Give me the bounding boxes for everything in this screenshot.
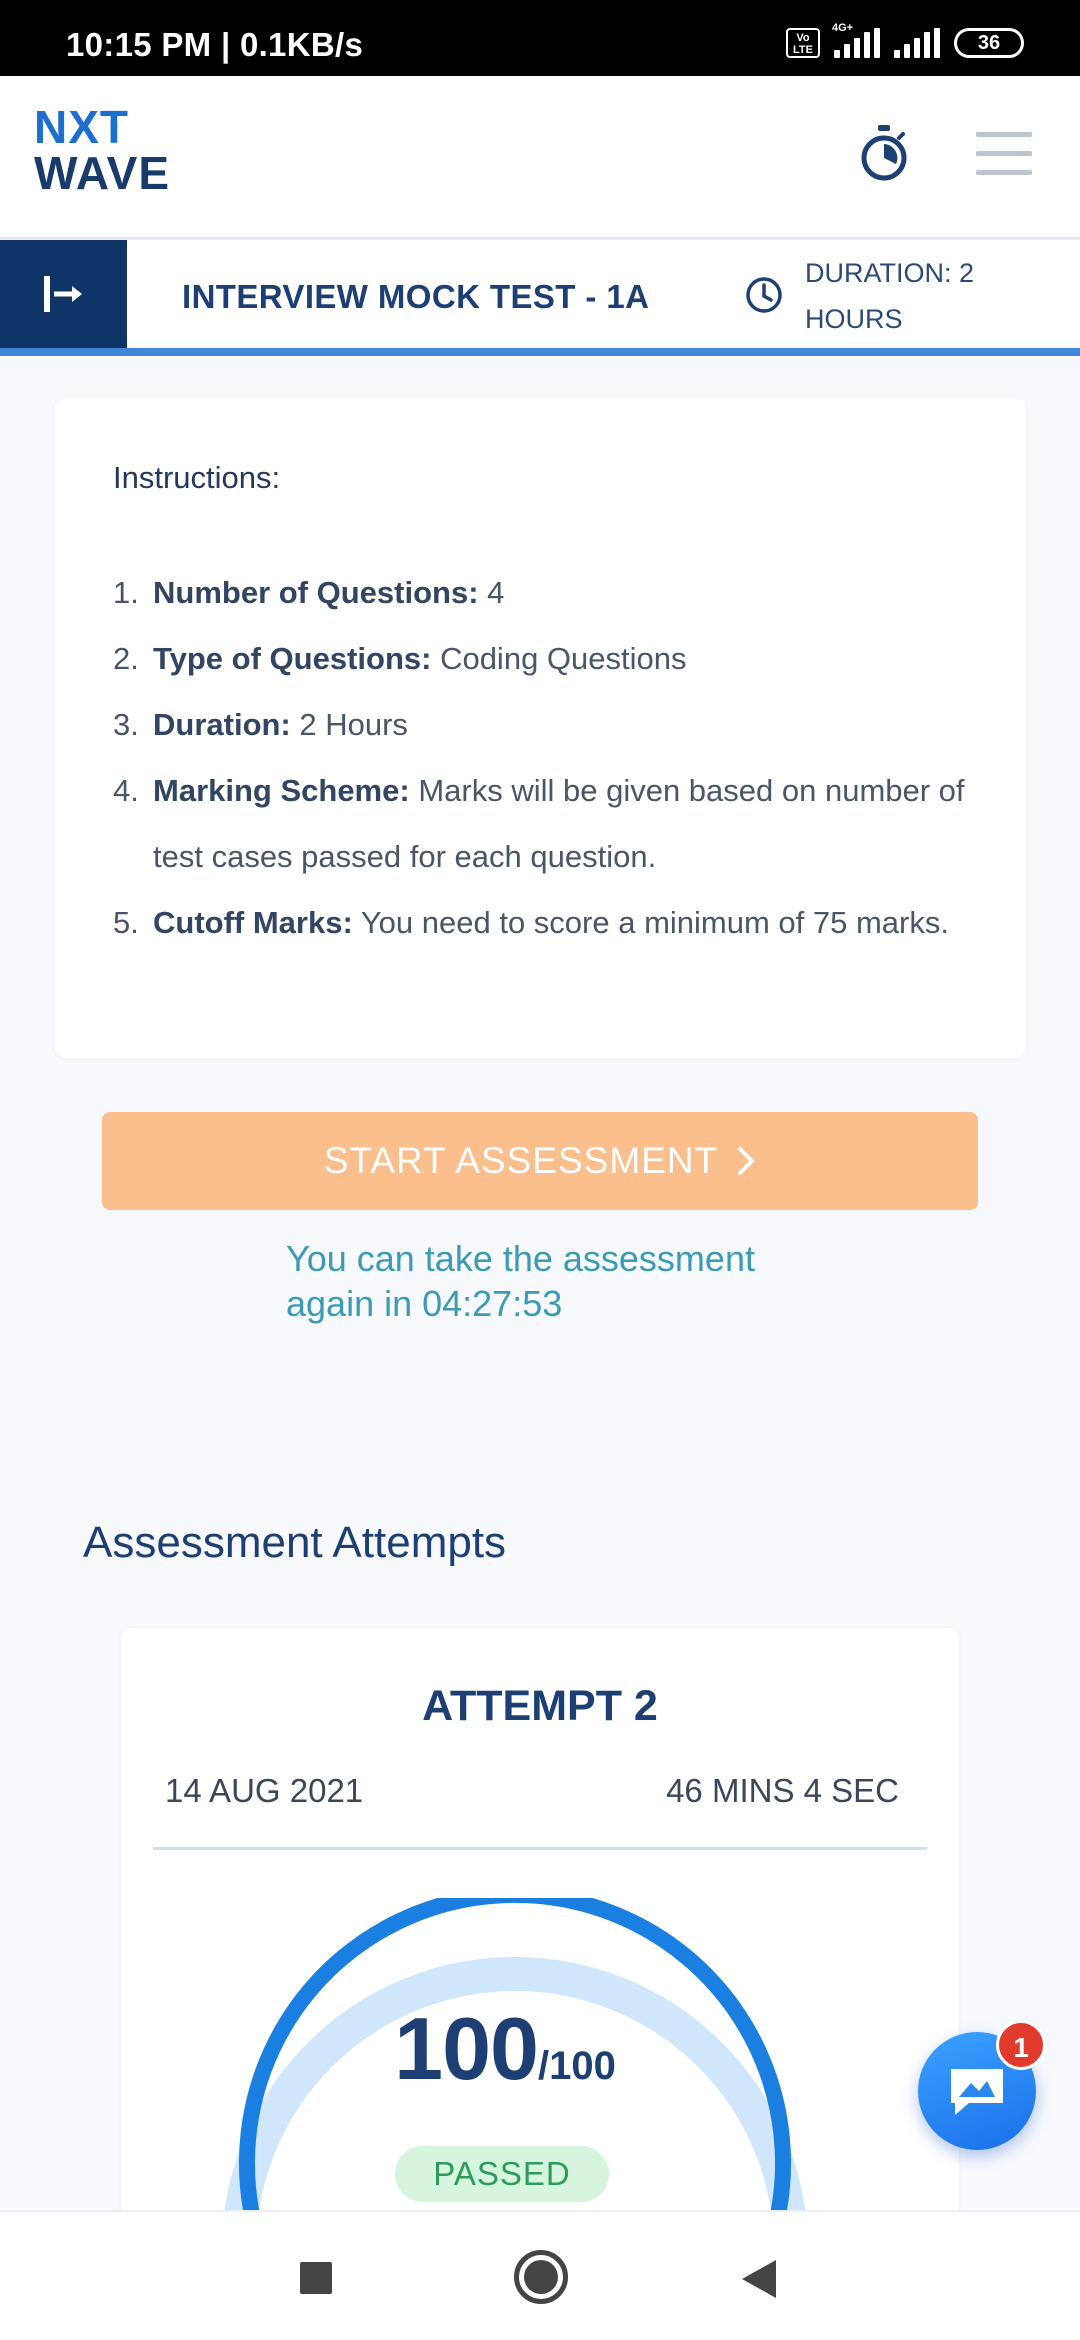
attempt-card	[121, 1628, 959, 2268]
instruction-text	[153, 560, 504, 626]
instruction-number: 5.	[113, 905, 139, 940]
logo-text-wave: WAVE	[34, 147, 171, 199]
score-total: /100	[537, 2044, 616, 2088]
instruction-text	[153, 758, 993, 890]
status-icons	[786, 22, 1024, 58]
battery-icon: 36	[954, 28, 1024, 58]
instruction-item	[113, 890, 993, 956]
start-assessment-label: START ASSESSMENT	[323, 1140, 719, 1181]
instruction-label: Duration:	[153, 707, 291, 742]
exit-test-button[interactable]	[0, 240, 127, 348]
instruction-value: Marks will be given based on number of test cases passed for each question.	[153, 773, 965, 874]
app-header	[0, 76, 1080, 240]
assessment-attempts-heading: Assessment Attempts	[83, 1518, 507, 1567]
status-badge: PASSED	[395, 2146, 609, 2202]
attempt-title: ATTEMPT 2	[422, 1682, 658, 1730]
instructions-heading: Instructions:	[113, 460, 281, 495]
exit-arrow-icon	[40, 274, 88, 314]
retake-timer-note: You can take the assessment again in 04:27:53	[286, 1238, 755, 1324]
home-circle-icon[interactable]	[514, 2250, 568, 2304]
chat-bubble-icon	[945, 2063, 1009, 2119]
logo-text-nxt: NXT	[34, 101, 129, 153]
instruction-number: 3.	[113, 707, 139, 742]
instruction-label: Marking Scheme:	[153, 773, 410, 808]
start-assessment-button[interactable]	[102, 1112, 978, 1210]
network-type-label: 4G+	[832, 22, 854, 34]
score-display	[121, 1998, 889, 2100]
attempt-date: 14 AUG 2021	[165, 1772, 364, 1809]
system-nav-bar	[0, 2210, 1080, 2340]
instruction-item	[113, 692, 993, 758]
instruction-number: 4.	[113, 773, 139, 808]
recents-square-icon[interactable]	[300, 2262, 332, 2294]
chat-notification-badge: 1	[996, 2020, 1046, 2070]
attempt-time-taken: 46 MINS 4 SEC	[666, 1772, 899, 1809]
instruction-label: Type of Questions:	[153, 641, 432, 676]
test-bar	[0, 240, 1080, 356]
instruction-text	[153, 692, 408, 758]
test-duration: DURATION: 2 HOURS	[805, 258, 975, 334]
clock-icon	[745, 276, 783, 314]
instruction-item	[113, 758, 993, 890]
instruction-value: You need to score a minimum of 75 marks.	[352, 905, 949, 940]
instruction-item	[113, 560, 993, 626]
volte-icon: Vo LTE	[786, 28, 820, 58]
instruction-label: Number of Questions:	[153, 575, 479, 610]
instruction-value: Coding Questions	[431, 641, 687, 676]
instruction-number: 2.	[113, 641, 139, 676]
cell-signal-icon	[894, 28, 940, 58]
cell-signal-4g-icon	[832, 22, 880, 58]
instruction-text	[153, 626, 687, 692]
chevron-right-icon	[736, 1145, 756, 1177]
instruction-number: 1.	[113, 575, 139, 610]
status-time: 10:15 PM | 0.1KB/s	[66, 26, 364, 63]
test-title: INTERVIEW MOCK TEST - 1A	[182, 278, 650, 315]
nxtwave-logo[interactable]	[34, 101, 184, 200]
back-triangle-icon[interactable]	[742, 2260, 776, 2298]
instruction-item	[113, 626, 993, 692]
stopwatch-icon[interactable]	[858, 124, 910, 182]
instruction-value: 2 Hours	[290, 707, 408, 742]
hamburger-menu-icon[interactable]	[976, 132, 1032, 176]
instruction-label: Cutoff Marks:	[153, 905, 353, 940]
score-value: 100	[394, 1999, 538, 2098]
instruction-text	[153, 890, 949, 956]
instructions-list	[113, 560, 993, 956]
instructions-card	[55, 398, 1026, 1058]
status-bar	[0, 0, 1080, 76]
instruction-value: 4	[478, 575, 505, 610]
attempt-divider	[153, 1847, 927, 1850]
